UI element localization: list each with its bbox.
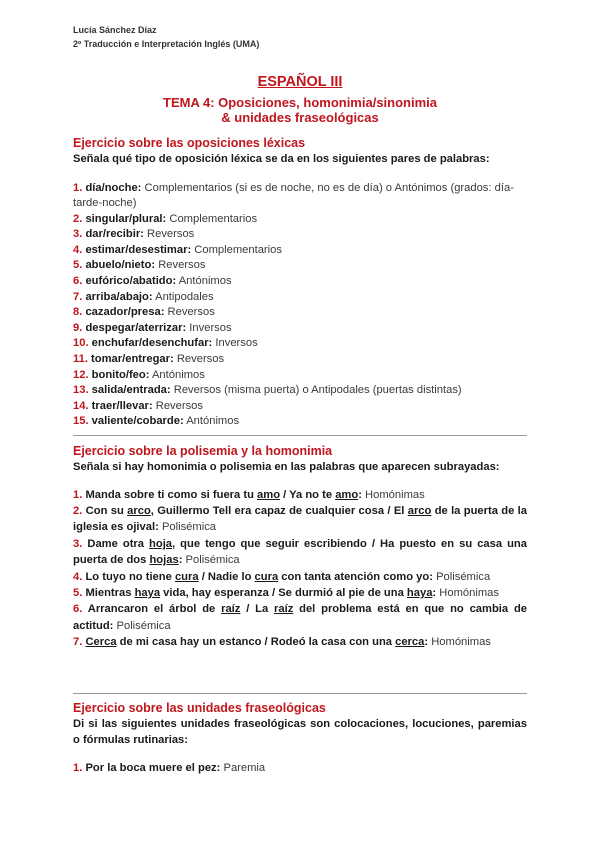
word-pair: abuelo/nieto: [85,259,156,272]
list-item [73,212,527,228]
sentence-text: de mi casa hay un estanco / Rodeó la casa con una [116,636,396,649]
sentence-text: / La [240,603,275,616]
list-item [73,487,527,503]
section-heading: Ejercicio sobre la polisemia y la homonimia [73,444,333,458]
item-number: 7. [73,636,83,649]
answer: Homónimas [439,586,499,599]
item-number: 15. [73,415,89,428]
word-pair: arriba/abajo: [85,290,153,303]
item-number: 11. [73,353,88,366]
underlined-word: raíz [221,603,241,616]
answer: Homónimas [365,488,425,501]
answer: Reversos [158,259,206,272]
list-item [73,414,527,430]
item-number: 10. [73,337,89,350]
item-number: 3. [73,537,83,550]
list-item [73,305,527,321]
underlined-word: raíz [274,603,294,616]
underlined-word: haya [134,586,161,599]
item-number: 2. [73,504,83,517]
item-number: 8. [73,306,83,319]
word-pair: despegar/aterrizar: [85,321,187,334]
item-number: 6. [73,603,83,616]
sentence-text: , Guillermo Tell era capaz de cualquier cosa / El [150,504,408,517]
list-item [73,634,527,650]
answer: Reversos [167,306,215,319]
sentence-text: Mientras [82,586,135,599]
answer: Reversos [176,353,225,366]
course-name: 2º Traducción e Interpretación Inglés (UMA) [73,39,260,49]
section-lexical-oppositions [73,135,527,430]
list-item [73,290,527,306]
answer: Complementarios (si es de noche, no es de día) o Antónimos (grados: día-tarde-noche) [73,181,514,210]
list-item [73,321,527,337]
item-number: 4. [73,243,83,256]
section-instruction: Señala si hay homonimia o polisemia en las palabras que aparecen subrayadas: [73,461,500,473]
word-pair: tomar/entregar: [91,353,174,366]
item-number: 2. [73,212,83,225]
list-item [73,503,527,536]
word-pair: dar/recibir: [85,228,144,241]
answer: Antónimos [178,275,232,288]
sentence-text: / Ya no te [280,488,336,501]
word-pair: salida/entrada: [91,384,171,397]
item-number: 1. [73,181,83,194]
item-number: 7. [73,290,83,303]
answer: Antónimos [186,415,240,428]
answer: Antipodales [155,290,214,303]
section-heading: Ejercicio sobre las unidades fraseológicas [73,701,326,715]
answer: Polisémica [161,521,217,534]
item-number: 9. [73,321,83,334]
item-number: 13. [73,384,89,397]
word-pair: traer/llevar: [91,399,153,412]
underlined-word: amo [335,488,359,501]
list-item [73,761,527,777]
document-subtitle [0,95,600,125]
answer: Reversos [155,399,203,412]
sentence-text: / Nadie lo [198,570,255,583]
answer: Reversos (misma puerta) o Antipodales (puertas distintas) [173,384,462,397]
list-item [73,368,527,384]
list-item [73,536,527,569]
list-item [73,227,527,243]
item-number: 5. [73,586,83,599]
list-item [73,399,527,415]
sentence-text: vida, hay esperanza / Se durmió al pie de una [160,586,407,599]
answer: Polisémica [116,619,171,632]
section-heading: Ejercicio sobre las oposiciones léxicas [73,136,306,150]
item-number: 14. [73,399,89,412]
answer: Reversos [147,228,195,241]
section-divider [73,693,527,694]
section-instruction: Señala qué tipo de oposición léxica se da en los siguientes pares de palabras: [73,153,490,165]
underlined-word: amo [257,488,281,501]
underlined-word: cerca [395,636,425,649]
section-instruction: Di si las siguientes unidades fraseológicas son colocaciones, locuciones, paremias o fórmulas rutinarias: [73,718,527,746]
underlined-word: hojas [149,554,179,567]
list-item [73,274,527,290]
answer: Complementarios [169,212,258,225]
answer: Inversos [189,321,232,334]
answer: Paremia [223,762,266,774]
underlined-word: arco [127,504,151,517]
word-pair: día/noche: [85,181,142,194]
phrase: Por la boca muere el pez: [85,762,221,774]
list-item [73,181,527,212]
list-item [73,336,527,352]
word-pair: enchufar/desenchufar: [91,337,213,350]
item-number: 1. [73,762,83,774]
subtitle-line-2: & unidades fraseológicas [221,110,379,125]
item-number: 1. [73,488,83,501]
list-item [73,258,527,274]
underlined-word: haya [406,586,433,599]
sentence-text: Lo tuyo no tiene [82,570,175,583]
underlined-word: Cerca [85,636,117,649]
sentence-text: , que tengo que seguir escribiendo / Ha puesto en su casa una puerta de dos [73,537,527,567]
list-item [73,243,527,259]
answer: Antónimos [151,368,205,381]
sentence-text: del problema está en que no cambia de actitud: [73,603,528,632]
word-pair: singular/plural: [85,212,167,225]
sentence-text: : [432,586,437,599]
underlined-word: hoja [149,537,173,550]
list-item [73,601,527,634]
word-pair: bonito/feo: [91,368,150,381]
answer-list [73,181,527,431]
list-item [73,383,527,399]
item-number: 3. [73,228,83,241]
section-polysemy-homonymy [73,443,527,651]
sentence-text: : [358,488,362,501]
answer: Polisémica [436,570,491,583]
underlined-word: cura [174,570,199,583]
word-pair: estimar/desestimar: [85,243,192,256]
sentence-text: Dame otra [82,537,150,550]
answer-list [73,487,527,651]
sentence-text: con tanta atención como yo: [278,570,433,583]
word-pair: eufórico/abatido: [85,275,177,288]
underlined-word: arco [407,504,432,517]
answer: Homónimas [431,636,491,649]
underlined-word: cura [254,570,279,583]
answer-list [73,761,527,777]
author-header [73,23,259,51]
author-name: Lucía Sánchez Díaz [73,25,157,35]
answer: Polisémica [185,554,240,567]
sentence-text: Manda sobre ti como si fuera tu [82,488,258,501]
list-item [73,569,527,585]
item-number: 6. [73,275,83,288]
item-number: 4. [73,570,83,583]
item-number: 5. [73,259,83,272]
word-pair: cazador/presa: [85,306,165,319]
sentence-text: : [178,554,183,567]
answer: Complementarios [194,243,282,256]
subtitle-line-1: TEMA 4: Oposiciones, homonimia/sinonimia [163,95,437,110]
answer: Inversos [215,337,258,350]
sentence-text: : [424,636,429,649]
document-title: ESPAÑOL III [257,74,343,90]
list-item [73,585,527,601]
item-number: 12. [73,368,89,381]
section-divider [73,435,527,436]
list-item [73,352,527,368]
section-phraseological-units [73,700,527,777]
sentence-text: Con su [82,504,128,517]
word-pair: valiente/cobarde: [91,415,184,428]
sentence-text: Arrancaron el árbol de [82,603,222,616]
sentence-text: de la puerta de la iglesia es ojival: [73,504,527,534]
